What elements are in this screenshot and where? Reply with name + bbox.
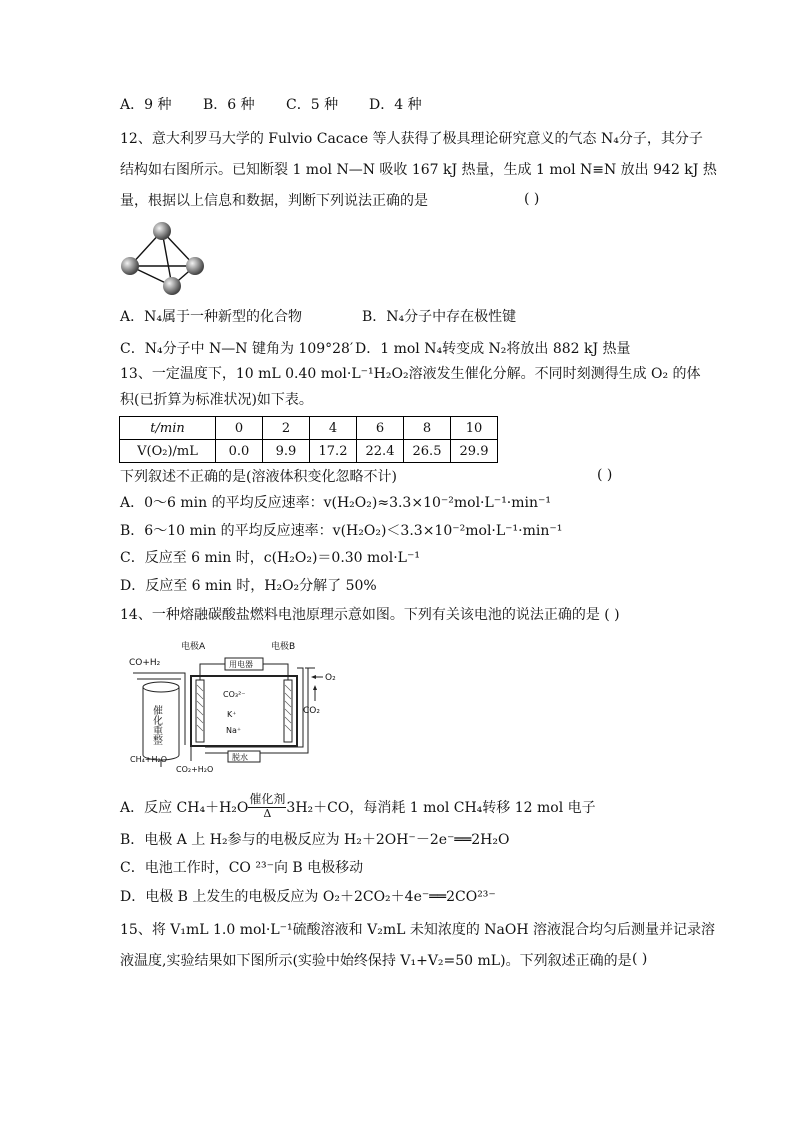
q14-stem: 14、一种熔融碳酸盐燃料电池原理示意如图。下列有关该电池的说法正确的是 ( ) [120, 607, 620, 623]
catalyst-arrow [248, 792, 286, 820]
dehydrate-label: 脱水 [232, 753, 248, 762]
table-cell: 2 [263, 417, 310, 440]
q12-option-a: A．N₄属于一种新型的化合物 [120, 309, 302, 325]
q13-answer-paren: ( ) [597, 467, 613, 483]
q14-option-a [120, 792, 596, 820]
q15-answer-paren: ( ) [632, 951, 648, 967]
q13-option-d: D．反应至 6 min 时，H₂O₂分解了 50% [120, 578, 377, 594]
q12-stem-line-1: 12、意大利罗马大学的 Fulvio Cacace 等人获得了极具理论研究意义的气态 N₄分子，其分子 [120, 131, 703, 147]
q14-option-a-lhs: A．反应 CH₄＋H₂O [120, 800, 249, 816]
co2-label: CO₂ [303, 706, 320, 716]
potassium-ion-label: K⁺ [227, 710, 237, 719]
q11-option-c: C．5 种 [286, 97, 339, 113]
q12-option-b: B．N₄分子中存在极性键 [362, 309, 517, 325]
q11-options [120, 95, 422, 115]
table-cell: 8 [404, 417, 451, 440]
reformer-label: 催化重整 [150, 705, 162, 745]
table-cell: 10 [451, 417, 498, 440]
catalyst-label: 催化剂 [249, 792, 286, 806]
electrode-b-label: 电极B [271, 642, 296, 652]
table-header-volume: V(O₂)/mL [120, 440, 216, 463]
exhaust-label: CO₂+H₂O [176, 765, 214, 774]
n-atom-left [121, 257, 139, 275]
table-row [120, 440, 498, 463]
q12-option-c: C．N₄分子中 N—N 键角为 109°28′ [120, 341, 354, 357]
load-label: 用电器 [229, 660, 253, 669]
q12-stem-line-2: 结构如右图所示。已知断裂 1 mol N—N 吸收 167 kJ 热量，生成 1 mol N≡N 放出 942 kJ 热 [120, 162, 717, 178]
fuel-inlet-label: CO+H₂ [129, 658, 161, 668]
q13-option-b: B．6～10 min 的平均反应速率：v(H₂O₂)＜3.3×10⁻²mol·L⁻¹·min⁻¹ [120, 523, 563, 539]
table-cell: 9.9 [263, 440, 310, 463]
table-cell: 0.0 [216, 440, 263, 463]
n-atom-top [153, 222, 171, 240]
sodium-ion-label: Na⁺ [226, 726, 242, 735]
o2-label: O₂ [325, 673, 336, 683]
table-header-time: t/min [120, 417, 216, 440]
q12-stem-line-3: 量，根据以上信息和数据，判断下列说法正确的是 [120, 193, 428, 209]
q11-option-a: A．9 种 [120, 97, 172, 113]
q15-stem-line-1: 15、将 V₁mL 1.0 mol·L⁻¹硫酸溶液和 V₂mL 未知浓度的 NaOH 溶液混合均匀后测量并记录溶 [120, 922, 716, 938]
table-cell: 4 [310, 417, 357, 440]
table-cell: 17.2 [310, 440, 357, 463]
q14-option-a-rhs: 3H₂＋CO，每消耗 1 mol CH₄转移 12 mol 电子 [286, 800, 596, 816]
table-row [120, 417, 498, 440]
table-cell: 26.5 [404, 440, 451, 463]
q13-data-table [119, 416, 498, 463]
carbonate-ion-label: CO₃²⁻ [223, 690, 246, 699]
q15-stem-line-2: 液温度,实验结果如下图所示(实验中始终保持 V₁+V₂=50 mL)。下列叙述正确的是 [120, 953, 632, 969]
q14-option-b: B．电极 A 上 H₂参与的电极反应为 H₂＋2OH⁻－2e⁻══2H₂O [120, 832, 510, 848]
q13-option-c: C．反应至 6 min 时，c(H₂O₂)＝0.30 mol·L⁻¹ [120, 550, 420, 566]
n-atom-right [186, 257, 204, 275]
table-cell: 22.4 [357, 440, 404, 463]
q11-option-b: B．6 种 [203, 97, 255, 113]
table-cell: 6 [357, 417, 404, 440]
q14-option-d: D．电极 B 上发生的电极反应为 O₂＋2CO₂＋4e⁻══2CO²³⁻ [120, 889, 496, 905]
table-cell: 0 [216, 417, 263, 440]
n4-molecule-diagram [115, 218, 210, 298]
q12-answer-paren: ( ) [524, 191, 540, 207]
q11-option-d: D．4 种 [369, 97, 422, 113]
q14-option-c: C．电池工作时，CO ²³⁻向 B 电极移动 [120, 860, 364, 876]
q13-option-a: A．0～6 min 的平均反应速率：v(H₂O₂)≈3.3×10⁻²mol·L⁻¹·min⁻¹ [120, 495, 552, 511]
fuel-cell-diagram [125, 635, 345, 780]
heat-label: Δ [263, 807, 272, 820]
q13-stem-line-1: 13、一定温度下，10 mL 0.40 mol·L⁻¹H₂O₂溶液发生催化分解。不同时刻测得生成 O₂ 的体 [120, 366, 701, 382]
table-cell: 29.9 [451, 440, 498, 463]
q13-question: 下列叙述不正确的是(溶液体积变化忽略不计) [120, 469, 397, 485]
n-atom-bottom [163, 277, 181, 295]
q13-stem-line-2: 积(已折算为标准状况)如下表。 [120, 392, 313, 408]
electrode-a-label: 电极A [181, 642, 206, 652]
q12-option-d: D．1 mol N₄转变成 N₂将放出 882 kJ 热量 [355, 341, 631, 357]
feed-label: CH₄+H₂O [130, 755, 168, 764]
